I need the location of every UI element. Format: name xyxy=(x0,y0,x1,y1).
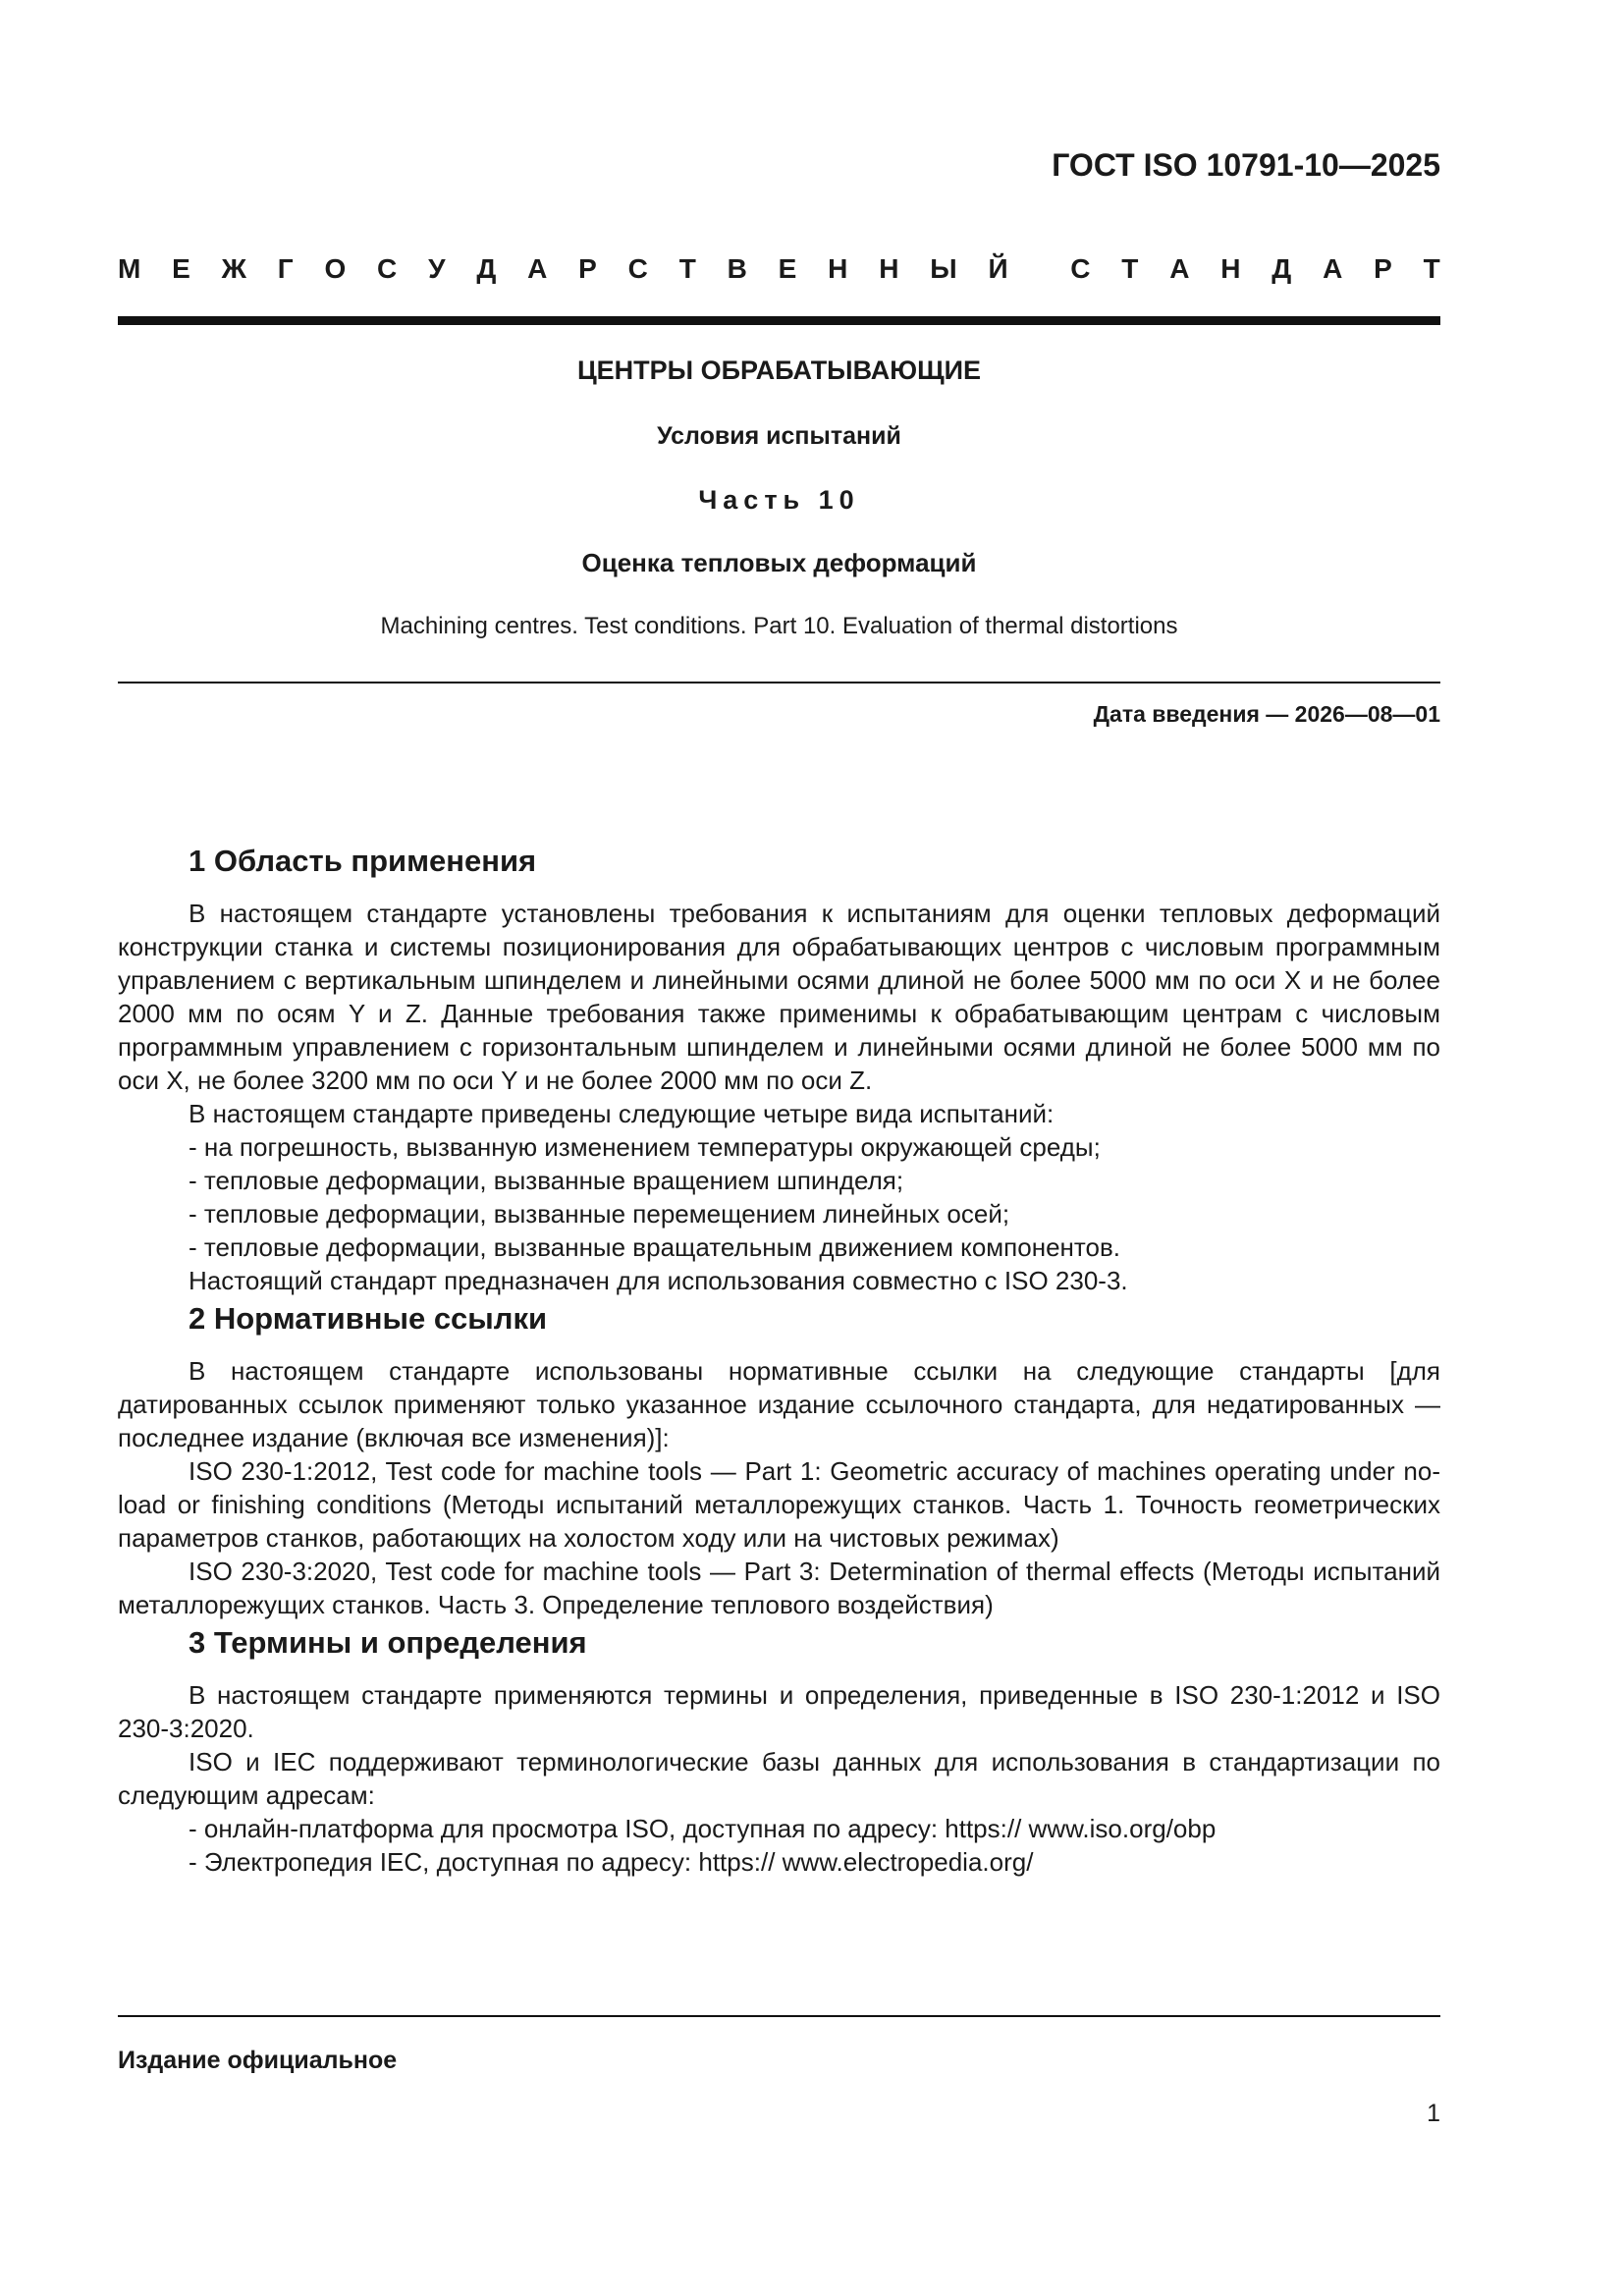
list-item: - тепловые деформации, вызванные вращением шпинделя; xyxy=(189,1166,904,1195)
list-item: - Электропедия IEC, доступная по адресу: https:// www.electropedia.org/ xyxy=(189,1847,1034,1877)
official-edition-label: Издание официальное xyxy=(118,2047,398,2074)
document-subject: Оценка тепловых деформаций xyxy=(581,548,977,577)
english-title: Machining centres. Test conditions. Part 10. Evaluation of thermal distortions xyxy=(380,613,1178,639)
banner-letter: Т xyxy=(678,253,696,284)
banner-letter: Ж xyxy=(221,253,246,284)
banner-letter: Ы xyxy=(930,253,957,284)
paragraph: В настоящем стандарте установлены требования к испытаниям для оценки тепловых деформаций конструкции станка и системы позиционирования для обрабатывающих центров с числовым программным управлением с вертикальным шпинделем и линейными осями длиной не более 5000 мм по оси X и не более 2000 мм по осям Y и Z. Данные требования также применимы к обрабатывающим центрам с числовым программным управлением с горизонтальным шпинделем и линейными осями длиной не более 5000 мм по оси X, не более 3200 мм по оси Y и не более 2000 мм по оси Z. xyxy=(118,899,1440,1095)
list-item: - на погрешность, вызванную изменением температуры окружающей среды; xyxy=(189,1132,1101,1162)
document-part: Часть 10 xyxy=(698,485,860,515)
paragraph: Настоящий стандарт предназначен для использования совместно с ISO 230-3. xyxy=(189,1266,1128,1295)
header-thick-rule xyxy=(118,316,1440,325)
section-heading: 3 Термины и определения xyxy=(189,1625,587,1660)
introduction-date: Дата введения — 2026—08—01 xyxy=(1093,701,1440,727)
reference-item: ISO 230-3:2020, Test code for machine tools — Part 3: Determination of thermal effects (Методы испытаний металлорежущих станков. Часть 3. Определение теплового воздействия) xyxy=(118,1557,1440,1619)
banner-letter: С xyxy=(627,253,648,284)
banner-letter: А xyxy=(527,253,548,284)
banner-letter: О xyxy=(324,253,347,284)
document-subtitle: Условия испытаний xyxy=(657,422,901,450)
banner-letter: М xyxy=(118,253,141,284)
banner-letter: А xyxy=(1323,253,1343,284)
section-heading: 2 Нормативные ссылки xyxy=(189,1301,548,1336)
banner-letter: Т xyxy=(1423,253,1440,284)
banner-letter: В xyxy=(727,253,747,284)
banner-letter: Е xyxy=(778,253,797,284)
list-item: - онлайн-платформа для просмотра ISO, доступная по адресу: https:// www.iso.org/obp xyxy=(189,1814,1217,1843)
standard-code: ГОСТ ISO 10791-10—2025 xyxy=(1052,147,1440,183)
list-item: - тепловые деформации, вызванные вращательным движением компонентов. xyxy=(189,1232,1121,1262)
section-heading: 1 Область применения xyxy=(189,844,537,878)
banner-letter: Д xyxy=(476,253,497,284)
banner-letter: Р xyxy=(1374,253,1392,284)
paragraph: В настоящем стандарте применяются термины и определения, приведенные в ISO 230-1:2012 и ISO 230-3:2020. xyxy=(118,1680,1440,1743)
list-item: - тепловые деформации, вызванные перемещением линейных осей; xyxy=(189,1199,1010,1229)
footer-rule xyxy=(118,2015,1440,2017)
banner-letter: Н xyxy=(1220,253,1241,284)
interstate-standard-banner xyxy=(118,253,1440,285)
banner-letter: Н xyxy=(879,253,899,284)
banner-letter: А xyxy=(1169,253,1190,284)
paragraph: В настоящем стандарте использованы нормативные ссылки на следующие стандарты [для датированных ссылок применяют только указанное издание ссылочного стандарта, для недатированных — последнее издание (включая все изменения)]: xyxy=(118,1356,1440,1452)
banner-letter: Г xyxy=(277,253,294,284)
banner-letter: С xyxy=(1070,253,1091,284)
page-number: 1 xyxy=(1427,2100,1440,2127)
banner-letter: У xyxy=(428,253,446,284)
title-rule xyxy=(118,682,1440,683)
banner-letter: Й xyxy=(988,253,1008,284)
banner-letter: Е xyxy=(172,253,190,284)
document-title: ЦЕНТРЫ ОБРАБАТЫВАЮЩИЕ xyxy=(576,355,982,385)
banner-letter: Р xyxy=(578,253,597,284)
reference-item: ISO 230-1:2012, Test code for machine tools — Part 1: Geometric accuracy of machines operating under no-load or finishing conditions (Методы испытаний металлорежущих станков. Часть 1. Точность геометрических параметров станков, работающих на холостом ходу или на чистовых режимах) xyxy=(118,1456,1440,1553)
banner-letter: Д xyxy=(1271,253,1292,284)
banner-letter: Н xyxy=(828,253,848,284)
banner-letter: С xyxy=(377,253,398,284)
document-body xyxy=(118,840,1440,1879)
paragraph: ISO и IEC поддерживают терминологические базы данных для использования в стандартизации по следующим адресам: xyxy=(118,1747,1440,1810)
banner-letter: Т xyxy=(1121,253,1139,284)
paragraph: В настоящем стандарте приведены следующие четыре вида испытаний: xyxy=(189,1099,1055,1128)
